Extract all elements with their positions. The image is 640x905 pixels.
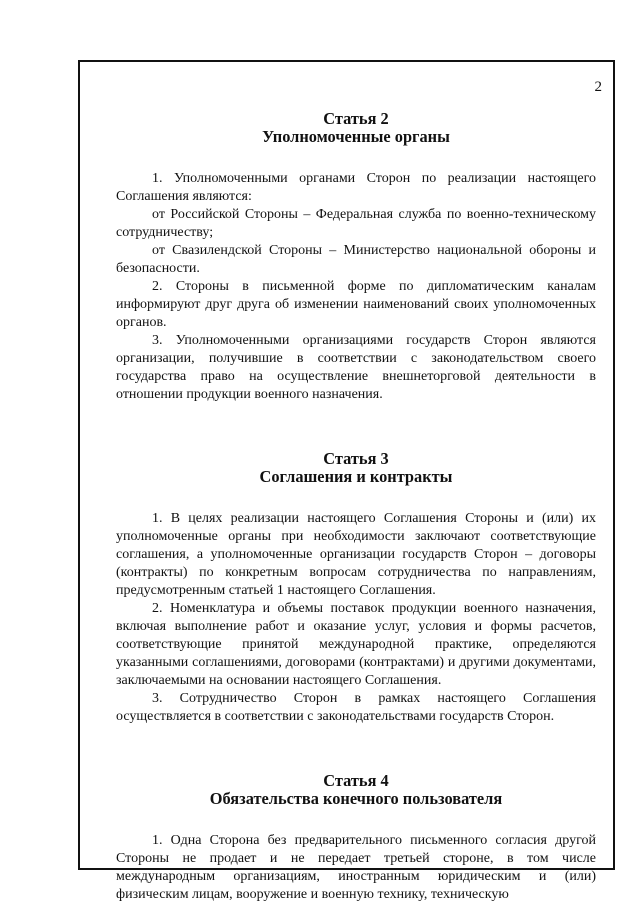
- paragraph: 2. Номенклатура и объемы поставок продукции военного назначения, включая выполнение работ и оказание услуг, условия и формы расчетов, соответствующие принятой международной практике, определяются указанными соглашениями, договорами (контрактами) и другими документами, заключаемыми на основании настоящего Соглашения.: [116, 601, 596, 688]
- article-4: [116, 772, 596, 904]
- document-body: [116, 110, 596, 904]
- paragraph: от Российской Стороны – Федеральная служба по военно-техническому сотрудничеству;: [116, 207, 596, 240]
- article-number: Статья 2: [323, 109, 389, 128]
- paragraph: от Свазилендской Стороны – Министерство национальной обороны и безопасности.: [116, 243, 596, 276]
- article-3: [116, 450, 596, 726]
- article-2: [116, 110, 596, 404]
- paragraph: 3. Уполномоченными организациями государств Сторон являются организации, получившие в соответствии с законодательством своего государства право на осуществление внешнеторговой деятельности в отношении продукции военного назначения.: [116, 333, 596, 402]
- article-title: Обязательства конечного пользователя: [209, 789, 503, 808]
- paragraph: 1. Уполномоченными органами Сторон по реализации настоящего Соглашения являются:: [116, 171, 596, 204]
- page-number: 2: [594, 79, 602, 95]
- paragraph: 1. Одна Сторона без предварительного письменного согласия другой Стороны не продает и не передает третьей стороне, в том числе международным организациям, иностранным юридическим и (или) физическим лицам, вооружение и военную технику, техническую: [116, 833, 596, 902]
- article-number: Статья 4: [323, 771, 389, 790]
- paragraph: 2. Стороны в письменной форме по дипломатическим каналам информируют друг друга об изменении наименований своих уполномоченных органов.: [116, 279, 596, 330]
- article-number: Статья 3: [323, 449, 389, 468]
- paragraph: 3. Сотрудничество Сторон в рамках настоящего Соглашения осуществляется в соответствии с законодательствами государств Сторон.: [116, 691, 596, 724]
- article-title: Соглашения и контракты: [259, 467, 453, 486]
- paragraph: 1. В целях реализации настоящего Соглашения Стороны и (или) их уполномоченные органы при необходимости заключают соответствующие соглашения, а уполномоченные организации государств Сторон – договоры (контракты) по конкретным вопросам сотрудничества по направлениям, предусмотренным статьей 1 настоящего Соглашения.: [116, 511, 596, 598]
- article-title: Уполномоченные органы: [262, 127, 450, 146]
